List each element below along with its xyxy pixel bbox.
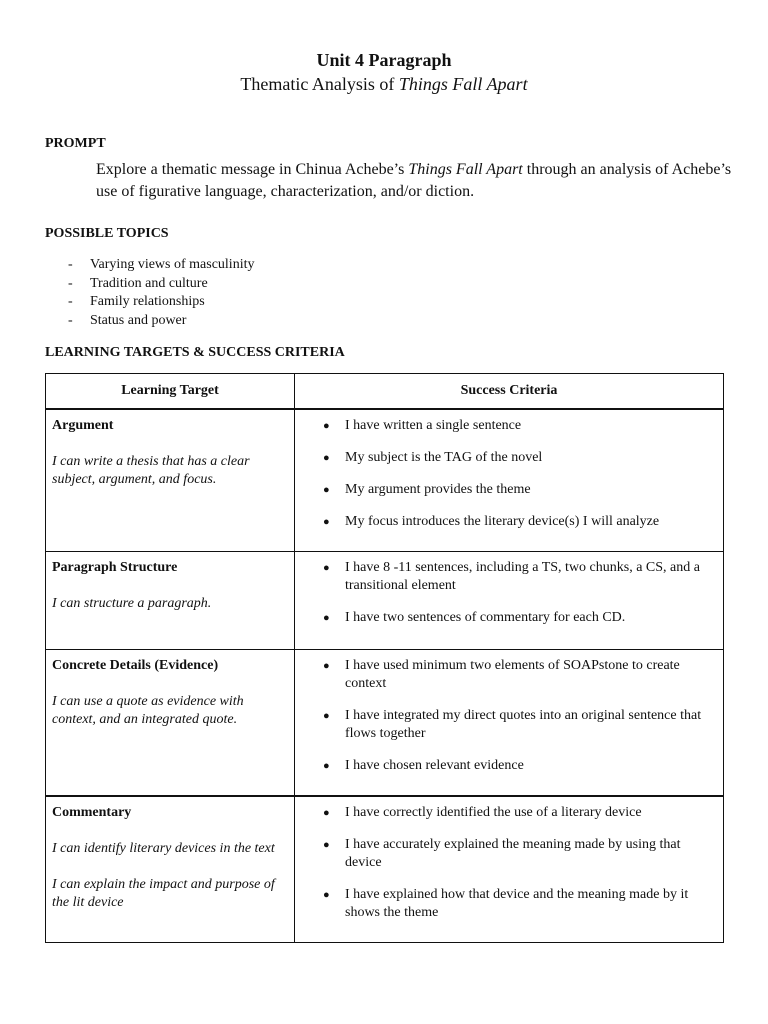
topic-dash: - [68, 294, 73, 310]
topics-heading: POSSIBLE TOPICS [45, 226, 169, 241]
table-row [46, 649, 724, 796]
criteria-list [307, 417, 713, 531]
topic-text: Varying views of masculinity [90, 257, 255, 272]
target-description: I can identify literary devices in the text [52, 841, 275, 856]
table-row [46, 551, 724, 649]
col-header-success-criteria: Success Criteria [295, 374, 724, 410]
criteria-list [307, 804, 713, 922]
criteria-text: I have written a single sentence [345, 418, 522, 433]
bullet-icon: ● [323, 759, 330, 772]
target-description: I can structure a paragraph. [52, 595, 212, 611]
prompt-text-before: Explore a thematic message in Chinua Achebe’s [96, 161, 409, 178]
topic-item [68, 293, 254, 312]
criteria-item [307, 886, 713, 922]
topic-text: Status and power [90, 313, 187, 329]
criteria-item [307, 417, 713, 435]
prompt-text-after: through an analysis of Achebe’s use of figurative language, characterization, and/or diction. [96, 161, 732, 200]
criteria-text: I have correctly identified the use of a literary device [345, 805, 642, 820]
criteria-item [307, 449, 713, 467]
criteria-text: I have two sentences of commentary for each CD. [345, 609, 626, 625]
criteria-list [307, 657, 713, 775]
bullet-icon: ● [323, 516, 330, 528]
topic-text: Tradition and culture [90, 275, 208, 291]
prompt-text [96, 159, 736, 203]
target-title: Commentary [52, 805, 132, 820]
prompt-book-title: Things Fall Apart [408, 161, 523, 178]
criteria-text: My focus introduces the literary device(s) I will analyze [345, 514, 660, 529]
topic-text: Family relationships [90, 294, 205, 310]
bullet-icon: ● [323, 452, 330, 464]
criteria-cell [295, 551, 724, 649]
table-row [46, 796, 724, 942]
bullet-icon: ● [323, 611, 330, 624]
topic-item [68, 256, 254, 275]
criteria-text: My argument provides the theme [345, 482, 531, 497]
criteria-item [307, 559, 713, 595]
criteria-text: I have accurately explained the meaning made by using that device [345, 837, 681, 870]
document-title: Unit 4 Paragraph [316, 50, 452, 70]
table-header-row [46, 374, 724, 410]
criteria-text: I have used minimum two elements of SOAPstone to create context [345, 657, 680, 691]
target-cell [46, 796, 295, 942]
target-cell [46, 649, 295, 796]
criteria-item [307, 513, 713, 531]
target-title: Concrete Details (Evidence) [52, 657, 219, 673]
criteria-item [307, 836, 713, 872]
target-title: Paragraph Structure [52, 559, 178, 575]
criteria-item [307, 657, 713, 693]
criteria-item [307, 707, 713, 743]
target-cell [46, 551, 295, 649]
criteria-item [307, 804, 713, 822]
criteria-list [307, 559, 713, 627]
bullet-icon: ● [323, 561, 330, 574]
topics-list [68, 256, 254, 331]
bullet-icon: ● [323, 807, 330, 819]
target-cell [46, 409, 295, 551]
table-row [46, 409, 724, 551]
criteria-text: My subject is the TAG of the novel [345, 450, 543, 465]
target-title: Argument [52, 418, 114, 433]
bullet-icon: ● [323, 889, 330, 901]
target-description: I can write a thesis that has a clear subject, argument, and focus. [52, 454, 250, 487]
criteria-cell [295, 796, 724, 942]
bullet-icon: ● [323, 420, 330, 432]
criteria-text: I have 8 -11 sentences, including a TS, two chunks, a CS, and a transitional element [345, 559, 700, 593]
bullet-icon: ● [323, 659, 330, 672]
subtitle-prefix: Thematic Analysis of [240, 74, 399, 94]
bullet-icon: ● [323, 484, 330, 496]
criteria-item [307, 481, 713, 499]
target-description: I can explain the impact and purpose of the lit device [52, 877, 275, 910]
topic-dash: - [68, 313, 73, 329]
criteria-text: I have explained how that device and the meaning made by it shows the theme [345, 887, 689, 920]
criteria-text: I have chosen relevant evidence [345, 757, 524, 773]
targets-heading: LEARNING TARGETS & SUCCESS CRITERIA [45, 345, 345, 360]
col-header-learning-target: Learning Target [46, 374, 295, 410]
prompt-heading: PROMPT [45, 136, 106, 151]
criteria-cell [295, 409, 724, 551]
subtitle-book-title: Things Fall Apart [398, 74, 528, 94]
learning-targets-table [45, 373, 724, 943]
topic-item [68, 275, 254, 294]
target-description: I can use a quote as evidence with context, and an integrated quote. [52, 693, 244, 727]
document-subtitle [0, 73, 768, 95]
criteria-item [307, 757, 713, 775]
topic-item [68, 312, 254, 331]
topic-dash: - [68, 275, 73, 291]
criteria-text: I have integrated my direct quotes into an original sentence that flows together [345, 707, 702, 741]
bullet-icon: ● [323, 709, 330, 722]
bullet-icon: ● [323, 839, 330, 851]
criteria-cell [295, 649, 724, 796]
topic-dash: - [68, 257, 73, 272]
criteria-item [307, 609, 713, 627]
